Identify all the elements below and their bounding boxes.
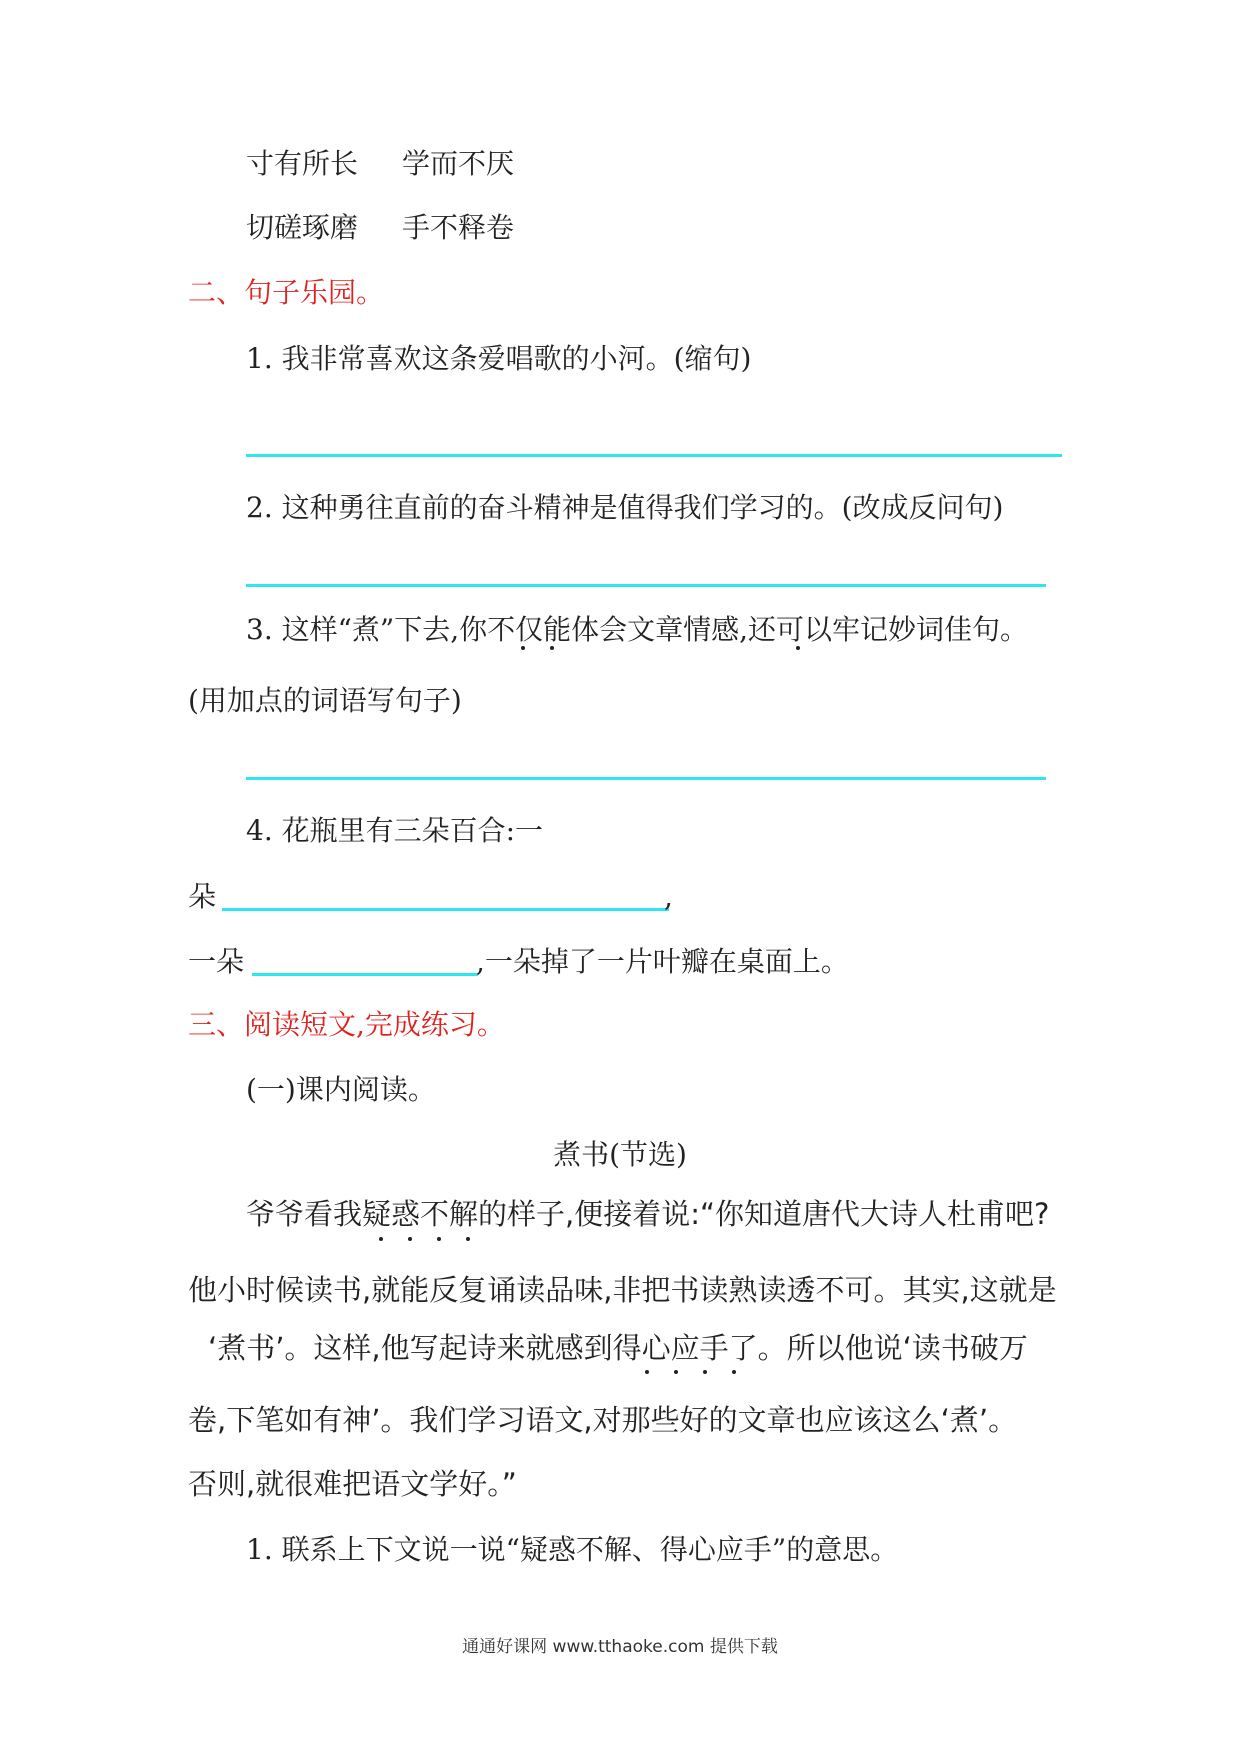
idiom: 寸有所长 — [246, 147, 359, 180]
footer-credit: 通通好课网 www.tthaoke.com 提供下载 — [462, 1637, 778, 1657]
emphasis-dot — [437, 1237, 441, 1241]
question-3-instruction: (用加点的词语写句子) — [188, 684, 462, 717]
emphasis-dot — [379, 1237, 383, 1241]
passage-line: 爷爷看我疑惑不解的样子,便接着说:“你知道唐代大诗人杜甫吧? — [246, 1197, 1050, 1231]
question-4-line-2-start: 朵 — [188, 880, 217, 913]
idiom: 手不释卷 — [402, 211, 515, 244]
passage-line: 否则,就很难把语文学好。” — [188, 1467, 517, 1501]
emphasis-dot — [796, 646, 800, 650]
passage-line: 卷,下笔如有神’。我们学习语文,对那些好的文章也应该这么‘煮’。 — [188, 1403, 1018, 1437]
emphasis-dot — [703, 1370, 707, 1374]
passage-line: ‘煮书’。这样,他写起诗来就感到得心应手了。所以他说‘读书破万 — [208, 1331, 1028, 1365]
emphasis-dot — [550, 646, 554, 650]
emphasis-dot — [408, 1237, 412, 1241]
answer-blank[interactable] — [246, 777, 1046, 780]
passage-line: 他小时候读书,就能反复诵读品味,非把书读熟读透不可。其实,这就是 — [188, 1273, 1057, 1307]
emphasis-dot — [674, 1370, 678, 1374]
question-3: 3. 这样“煮”下去,你不仅能体会文章情感,还可以牢记妙词佳句。 — [246, 613, 1029, 646]
answer-blank[interactable] — [252, 973, 478, 976]
question-1: 1. 我非常喜欢这条爱唱歌的小河。(缩句) — [246, 342, 752, 375]
idiom-row-1 — [246, 146, 514, 182]
idiom: 切磋琢磨 — [246, 211, 359, 244]
question-2: 2. 这种勇往直前的奋斗精神是值得我们学习的。(改成反问句) — [246, 491, 1004, 524]
emphasis-dot — [521, 646, 525, 650]
question-4-line-2-end: , — [664, 880, 673, 913]
subsection-heading: (一)课内阅读。 — [246, 1073, 436, 1106]
question-4: 4. 花瓶里有三朵百合:一 — [246, 814, 544, 847]
question-4-line-3-start: 一朵 — [188, 945, 245, 978]
section-heading: 三、阅读短文,完成练习。 — [188, 1008, 505, 1041]
answer-blank[interactable] — [246, 454, 1062, 457]
section-heading: 二、句子乐园。 — [188, 276, 385, 309]
idiom: 学而不厌 — [402, 147, 515, 180]
question-1: 1. 联系上下文说一说“疑惑不解、得心应手”的意思。 — [246, 1533, 899, 1566]
emphasis-dot — [466, 1237, 470, 1241]
answer-blank[interactable] — [222, 908, 669, 911]
idiom-row-2 — [246, 210, 514, 246]
emphasis-dot — [645, 1370, 649, 1374]
emphasis-dot — [732, 1370, 736, 1374]
question-4-line-3-end: ,一朵掉了一片叶瓣在桌面上。 — [476, 945, 849, 978]
answer-blank[interactable] — [246, 584, 1046, 587]
passage-title: 煮书(节选) — [553, 1138, 687, 1171]
